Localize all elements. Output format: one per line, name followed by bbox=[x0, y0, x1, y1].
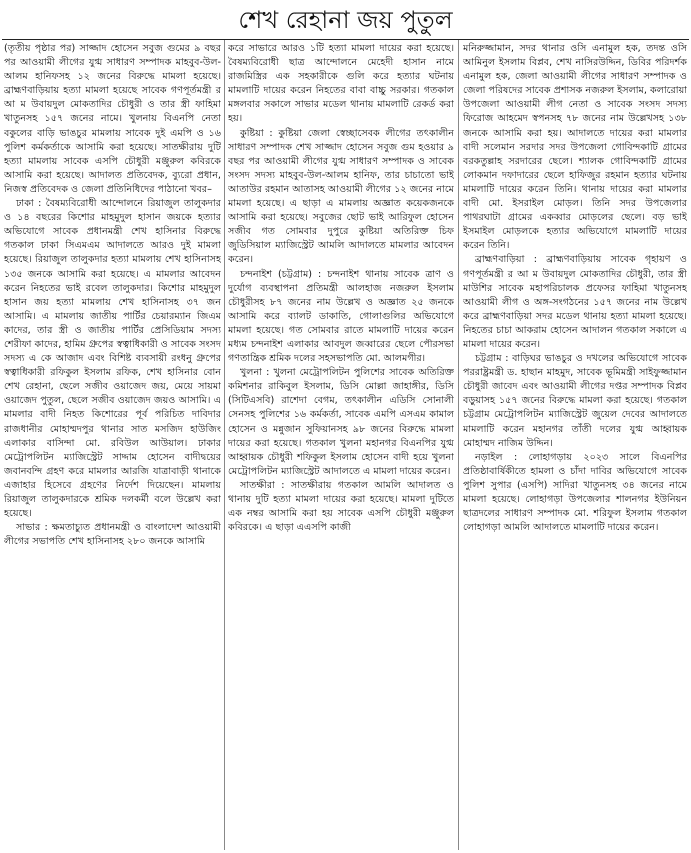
paragraph-savar-cont: করে সাভারে আরও ১টি হত্যা মামলা দায়ের করা হয়েছে। বৈষম্যবিরোধী ছাত্র আন্দোলনে মেহেদী হাসান নামে রাজমিস্ত্রির এক সহকারীকে গুলি করে হত্যার ঘটনায় মামলাটি দায়ের করেন নিহতের বাবা বাচ্চু সরকার। গতকাল মঙ্গলবার সকালে সাভার মডেল থানায় মামলাটি রেকর্ড করা হয়। bbox=[228, 43, 454, 125]
paragraph-savar: সাভার : ক্ষমতাচ্যুত প্রধানমন্ত্রী ও বাংলাদেশ আওয়ামী লীগের সভাপতি শেখ হাসিনাসহ ২৮০ জনকে আসামি bbox=[4, 522, 221, 548]
paragraph-chandanaish: চন্দনাইশ (চট্টগ্রাম) : চন্দনাইশ থানায় সাবেক ত্রাণ ও দুর্যোগ ব্যবস্থাপনা প্রতিমন্ত্রী আলহাজ নজরুল ইসলাম চৌধুরীসহ ৮৭ জনের নাম উল্লেখ ও অজ্ঞাত ২৫ জনকে আসামি করে ব্যালট ডাকাতি, গোলাগুলির অভিযোগে মামলা হয়েছে। গত সোমবার রাতে মামলাটি দায়ের করেন মধ্যম চন্দনাইশ এলাকার আবদুল জব্বারের ছেলে পৌরসভা গণতান্ত্রিক শ্রমিক দলের সহসভাপতি মো. আলমগীর। bbox=[228, 268, 454, 365]
paragraph-intro: (তৃতীয় পৃষ্ঠার পর) সাজ্জাদ হোসেন সবুজ গুমের ৯ বছর পর আওয়ামী লীগের যুগ্ম সাধারণ সম্পাদক মাহবুব-উল-আলম হানিফসহ ১২ জনের বিরুদ্ধে মামলা হয়েছে। ব্রাহ্মণবাড়িয়ায় হত্যা মামলা হয়েছে সাবেক গণপূর্তমন্ত্রী র আ ম উবায়দুল মোকতাদির চৌধুরী ও তার স্ত্রী ফাহিমা খাতুনসহ ১৫৭ জনের নামে। খুলনায় বিএনপি নেতা বকুলের বাড়ি ভাঙচুর মামলায় সাবেক দুই এমপি ও ১৬ পুলিশ কর্মকর্তাকে আসামি করা হয়েছে। সাতক্ষীরায় দুটি হত্যা মামলায় সাবেক এসপি চৌধুরী মঞ্জুরুল কবিরকে আসামি করা হয়েছে। আদালত প্রতিবেদক, ব্যুরো প্রধান, নিজস্ব প্রতিবেদক ও জেলা প্রতিনিধিদের পাঠানো খবর– bbox=[4, 43, 221, 195]
article-column-2 bbox=[228, 42, 454, 848]
paragraph-chattogram: চট্টগ্রাম : বাড়িঘর ভাঙচুর ও দখলের অভিযোগে সাবেক পররাষ্ট্রমন্ত্রী ড. হাছান মাহমুদ, সাবেক ভূমিমন্ত্রী সাইফুজ্জামান চৌধুরী জাবেদ এবং আওয়ামী লীগের দপ্তর সম্পাদক বিপ্লব বড়ুয়াসহ ১৫৭ জনের বিরুদ্ধে মামলা করা হয়েছে। গতকাল চট্টগ্রাম মেট্রোপলিটন ম্যাজিস্ট্রেট জুয়েল দেবের আদালতে মামলাটি করেন মহানগর তাঁতী দলের যুগ্ম আহ্বায়ক মোহাম্মদ নাজিম উদ্দিন। bbox=[463, 353, 687, 449]
paragraph-satkhira-cont: মনিরুজ্জামান, সদর থানার ওসি এনামুল হক, তদন্ত ওসি আমিনুল ইসলাম বিপ্লব, শেখ নাসিরউদ্দিন, ডিবির পরিদর্শক এনামুল হক, জেলা আওয়ামী লীগের সাধারণ সম্পাদক ও জেলা পরিষদের সাবেক প্রশাসক নজরুল ইসলাম, কলারোয়া উপজেলা আওয়ামী লীগ নেতা ও সাবেক সংসদ সদস্য ফিরোজ আহমেদ স্বপনসহ ৭৮ জনের নাম উল্লেখসহ ১৩৮ জনকে আসামি করা হয়। আদালতে দায়ের করা মামলার বাদী সলেমান সরদার সদর উপজেলা গোবিন্দকাটি গ্রামের বরকতুল্লাহ সরদারের ছেলে। শ্যালক গোবিন্দকাটি গ্রামের লোকমান দফাদারের ছেলে হাফিজুর রহমান হত্যার ঘটনায় মামলাটি দায়ের করেন তিনি। থানায় দায়ের করা মামলার বাদী মো. ইসরাইল মোড়ল। তিনি সদর উপজেলার পাথরঘাটা গ্রামের একব্বার মোড়লের ছেলে। বড় ভাই ইসমাইল মোড়লকে হত্যার অভিযোগে মামলাটি দায়ের করেন তিনি। bbox=[463, 43, 687, 252]
paragraph-narail: নড়াইল : লোহাগড়ায় ২০২৩ সালে বিএনপির প্রতিষ্ঠাবার্ষিকীতে হামলা ও চাঁদা দাবির অভিযোগে সাবেক পুলিশ সুপার (এসপি) সাদিরা খাতুনসহ ৩৪ জনের নামে মামলা হয়েছে। লোহাগড়া উপজেলার শালনগর ইউনিয়ন ছাত্রদলের সাধারণ সম্পাদক মো. শরিফুল ইসলাম গতকাল লোহাগড়া আমলি আদালতে মামলাটি দায়ের করেন। bbox=[463, 451, 687, 534]
paragraph-kushtia: কুষ্টিয়া : কুষ্টিয়া জেলা স্বেচ্ছাসেবক লীগের তৎকালীন সাধারণ সম্পাদক শেখ সাজ্জাদ হোসেন সবুজ গুম হওয়ার ৯ বছর পর আওয়ামী লীগের যুগ্ম সাধারণ সম্পাদক ও সাবেক সংসদ সদস্য মাহবুব-উল-আলম হানিফ, তার চাচাতো ভাই আতাউর রহমান আতাসহ আওয়ামী লীগের ১২ জনের নামে মামলা হয়েছে। এ ছাড়া এ মামলায় অজ্ঞাত কয়েকজনকে আসামি করা হয়েছে। সবুজের ছোট ভাই আরিফুল হোসেন সজীব গত সোমবার দুপুরে কুষ্টিয়া অতিরিক্ত চিফ জুডিসিয়াল ম্যাজিস্ট্রেট আমলি আদালতে মামলার আবেদন করেন। bbox=[228, 127, 454, 266]
article-column-3 bbox=[463, 42, 687, 848]
paragraph-satkhira: সাতক্ষীরা : সাতক্ষীরায় গতকাল আমলি আদালত ও থানায় দুটি হত্যা মামলা দায়ের করা হয়েছে। মামলা দুটিতে এক নম্বর আসামি করা হয় সাবেক এসপি চৌধুরী মঞ্জুরুল কবিরকে। এ ছাড়া এএসপি কাজী bbox=[228, 479, 454, 534]
column-divider-2 bbox=[458, 40, 459, 850]
headline-rule bbox=[2, 39, 689, 40]
column-divider-1 bbox=[224, 40, 225, 850]
article-headline: শেখ রেহানা জয় পুতুল bbox=[238, 6, 453, 34]
paragraph-dhaka: ঢাকা : বৈষম্যবিরোধী আন্দোলনে রিয়াজুল তালুকদার ও ১৪ বছরের কিশোর মাহমুদুল হাসান জয়কে হত্যার অভিযোগে সাবেক প্রধানমন্ত্রী শেখ হাসিনার বিরুদ্ধে গতকাল ঢাকা সিএমএম আদালতে আরও দুই মামলা হয়েছে। রিয়াজুল তালুকদার হত্যা মামলায় শেখ হাসিনাসহ ১৩৫ জনকে আসামি করা হয়েছে। এ মামলার আবেদন করেন নিহতের ভাই রবেল তালুকদার। কিশোর মাহমুদুল হাসান জয় হত্যা মামলায় শেখ হাসিনাসহ ৩৭ জন আসামি। এ মামলায় জাতীয় পার্টির চেয়ারম্যান জিএম কাদের, তার স্ত্রী ও জাতীয় পার্টির প্রেসিডিয়াম সদস্য শেরীফা কাদের, হামিম গ্রুপের স্বত্বাধিকারী ও সাবেক সংসদ সদস্য এ কে আজাদ এবং বিশিষ্ট ব্যবসায়ী রংধনু গ্রুপের স্বত্বাধিকারী রফিকুল ইসলাম রফিক, শেখ হাসিনার বোন শেখ রেহানা, ছেলে সজীব ওয়াজেদ জয়, মেয়ে সায়মা ওয়াজেদ পুতুল, ছেলে সজীব ওয়াজেদ জয়ও আসামি। এ মামলার বাদী নিহত কিশোরের পূর্ব পরিচিত দাবিদার রাজধানীর মোহাম্মদপুর থানার সাত মসজিদ হাউজিং এলাকার বাসিন্দা মো. রবিউল আউয়াল। ঢাকার মেট্রোপলিটন ম্যাজিস্ট্রেট সাদ্দাম হোসেন বাদীদ্বয়ের জবানবন্দি গ্রহণ করে মামলার আরজি যাত্রাবাড়ী থানাকে এজাহার হিসেবে গ্রহণের নির্দেশ দিয়েছেন। মামলায় রিয়াজুল তালুকদারকে শ্রমিক দলকর্মী বলে উল্লেখ করা হয়েছে। bbox=[4, 198, 221, 520]
article-column-1 bbox=[4, 42, 221, 848]
paragraph-brahmanbaria: ব্রাহ্মণবাড়িয়া : ব্রাহ্মণবাড়িয়ায় সাবেক গৃহায়ণ ও গণপূর্তমন্ত্রী র আ ম উবায়দুল মোকতাদির চৌধুরী, তার স্ত্রী মাউশির সাবেক মহাপরিচালক প্রফেসর ফাহিমা খাতুনসহ আওয়ামী লীগ ও অঙ্গ-সংগঠনের ১৫৭ জনের নাম উল্লেখ করে ব্রাহ্মণবাড়িয়া সদর মডেল থানায় হত্যা মামলা হয়েছে। নিহতের চাচা আকরাম হোসেন আদালন গতকাল সকালে এ মামলা দায়ের করেন। bbox=[463, 254, 687, 350]
paragraph-khulna: খুলনা : খুলনা মেট্রোপলিটন পুলিশের সাবেক অতিরিক্ত কমিশনার রাকিবুল ইসলাম, ডিসি মোল্লা জাহাঙ্গীর, ডিসি (সিটিএসবি) রাশেদা বেগম, তৎকালীন এডিসি সোনালী সেনসহ পুলিশের ১৬ কর্মকর্তা, সাবেক এমপি এসএম কামাল হোসেন ও মন্নুজান সুফিয়ানসহ ৯৮ জনের বিরুদ্ধে মামলা দায়ের করা হয়েছে। গতকাল খুলনা মহানগর বিএনপির যুগ্ম আহ্বায়ক চৌধুরী শফিকুল ইসলাম হোসেন বাদী হয়ে খুলনা মেট্রোপলিটন ম্যাজিস্ট্রেট আদালতে এ মামলা দায়ের করেন। bbox=[228, 367, 454, 477]
